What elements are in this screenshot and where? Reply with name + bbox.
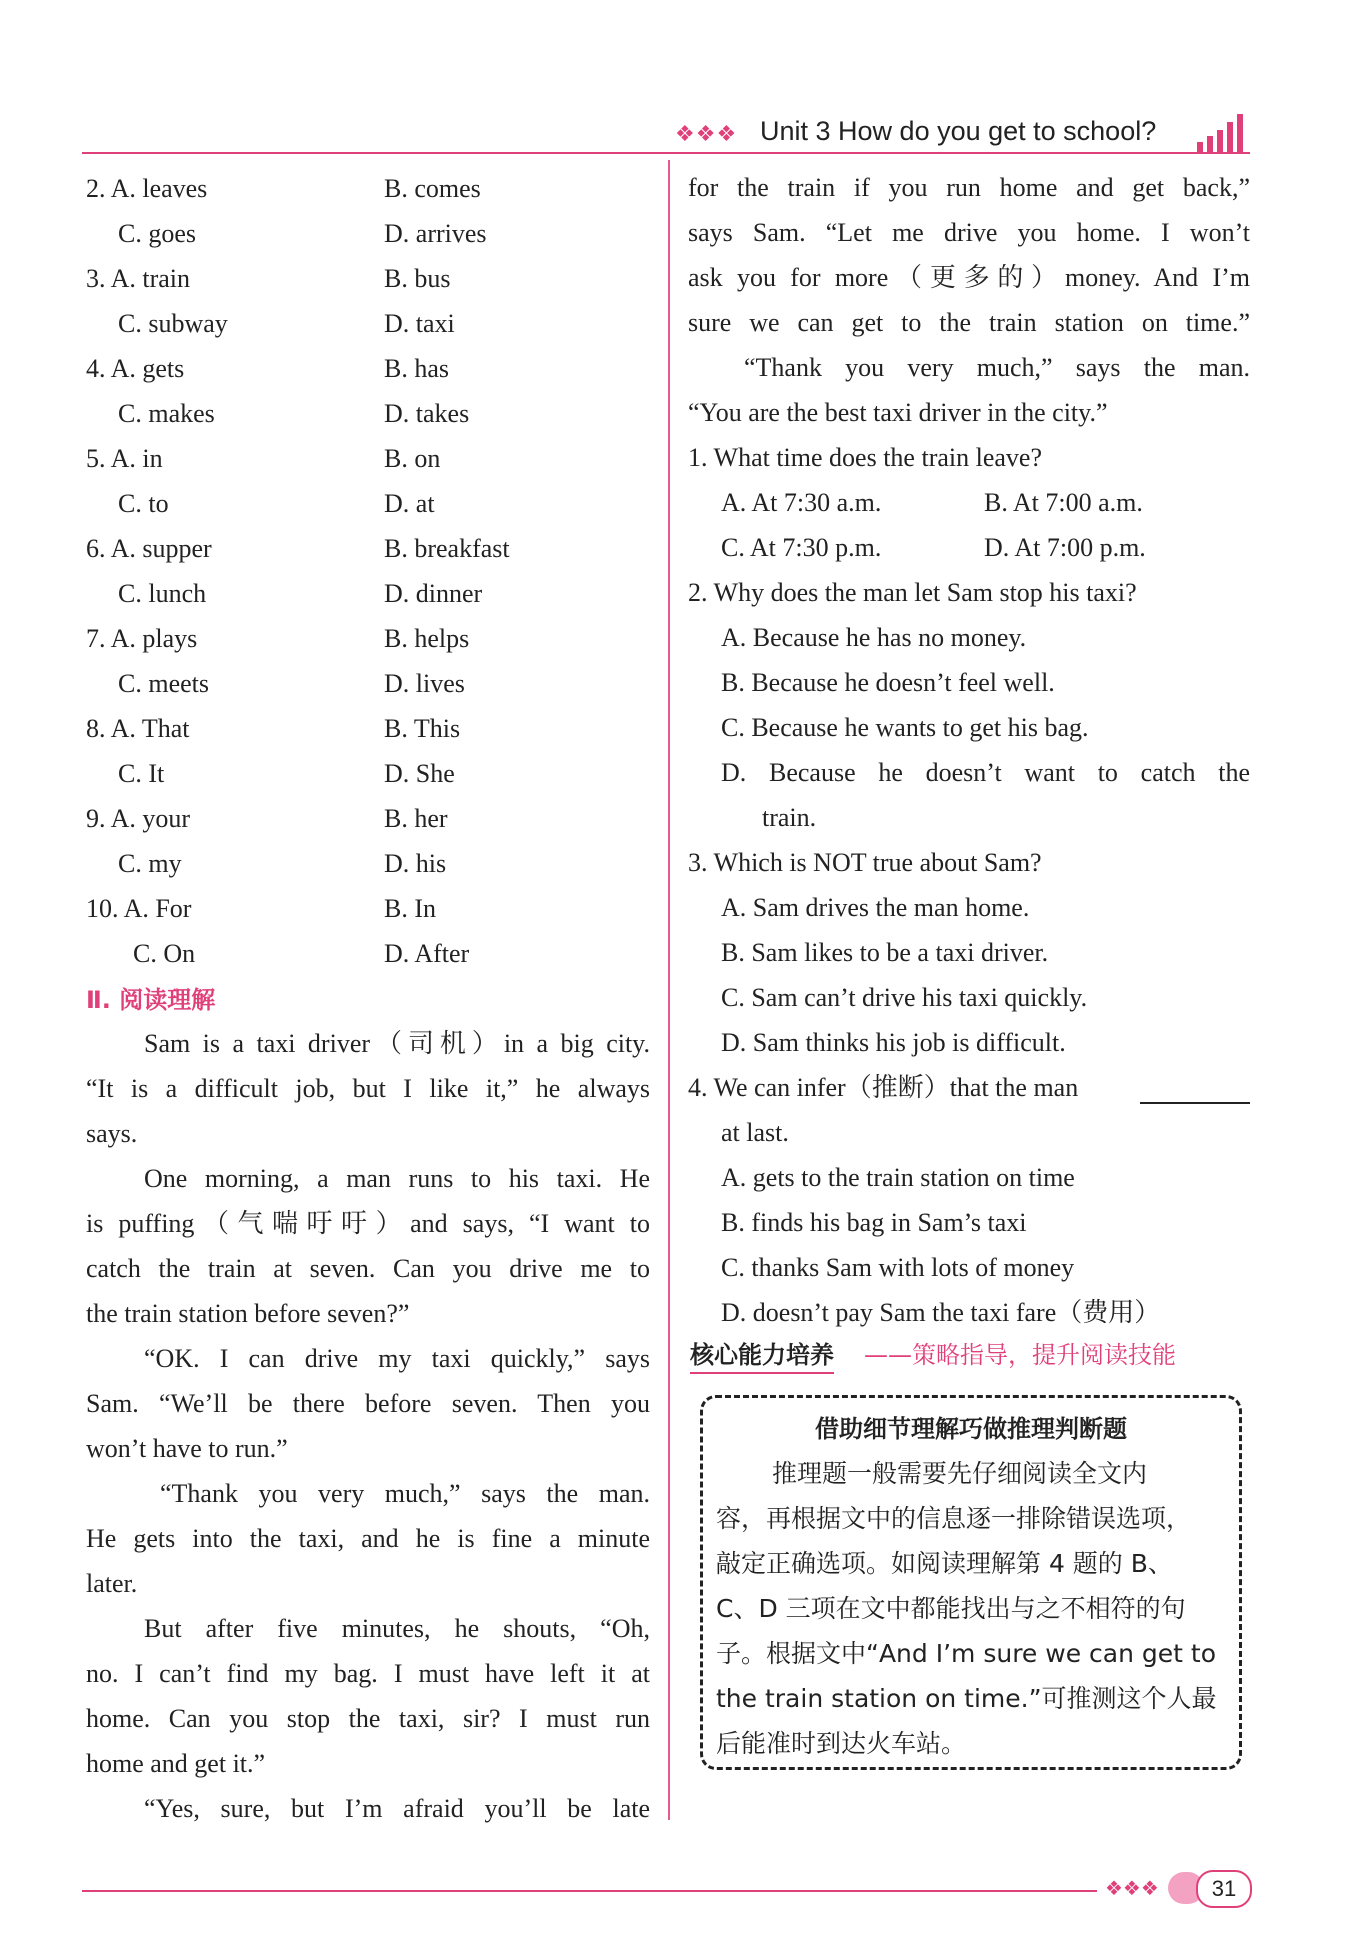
passage-line: “It is a difficult job, but I like it,” he always bbox=[86, 1074, 650, 1103]
passage-line: “Yes, sure, but I’m afraid you’ll be late bbox=[144, 1794, 650, 1823]
question-option: C. Sam can’t drive his taxi quickly. bbox=[721, 983, 1088, 1012]
passage-line: home and get it.” bbox=[86, 1749, 266, 1778]
question-stem: 1. What time does the train leave? bbox=[688, 443, 1042, 472]
option-line: 4. A. gets bbox=[86, 354, 185, 383]
question-option: train. bbox=[762, 803, 817, 832]
option-line: B. on bbox=[384, 444, 441, 473]
passage-line: But after five minutes, he shouts, “Oh, bbox=[144, 1614, 650, 1643]
footer-decoration-icon: ❖❖❖ bbox=[1105, 1876, 1159, 1900]
option-line: C. my bbox=[118, 849, 182, 878]
header-decoration-icon: ❖❖❖ bbox=[675, 122, 738, 147]
option-line: D. at bbox=[384, 489, 435, 518]
option-line: 3. A. train bbox=[86, 264, 190, 293]
passage-line: is puffing（气喘吁吁）and says, “I want to bbox=[86, 1209, 650, 1238]
option-line: D. After bbox=[384, 939, 470, 968]
passage-line: says Sam. “Let me drive you home. I won’t bbox=[688, 218, 1250, 247]
option-line: B. helps bbox=[384, 624, 470, 653]
option-line: B. This bbox=[384, 714, 461, 743]
question-option: C. At 7:30 p.m. bbox=[721, 533, 882, 562]
passage-line: “Thank you very much,” says the man. bbox=[744, 353, 1250, 382]
tip-line: 后能准时到达火车站。 bbox=[716, 1729, 967, 1758]
passage-line: catch the train at seven. Can you drive me to bbox=[86, 1254, 650, 1283]
passage-line: for the train if you run home and get back,” bbox=[688, 173, 1250, 202]
question-option: B. Sam likes to be a taxi driver. bbox=[721, 938, 1049, 967]
question-option: A. Sam drives the man home. bbox=[721, 893, 1030, 922]
passage-line: ask you for more（更多的）money. And I’m bbox=[688, 263, 1250, 292]
question-option: C. thanks Sam with lots of money bbox=[721, 1253, 1075, 1282]
passage-line: “Thank you very much,” says the man. bbox=[160, 1479, 650, 1508]
section-title: Ⅱ. 阅读理解 bbox=[86, 986, 216, 1014]
option-line: B. bus bbox=[384, 264, 451, 293]
option-line: C. makes bbox=[118, 399, 215, 428]
core-section-subtitle: ——策略指导，提升阅读技能 bbox=[864, 1341, 1176, 1369]
option-line: D. lives bbox=[384, 669, 465, 698]
passage-line: sure we can get to the train station on time.” bbox=[688, 308, 1250, 337]
option-line: C. meets bbox=[118, 669, 209, 698]
passage-line: He gets into the taxi, and he is fine a minute bbox=[86, 1524, 650, 1553]
tip-line: 子。根据文中“And I’m sure we can get to bbox=[716, 1639, 1216, 1668]
question-stem: at last. bbox=[721, 1118, 789, 1147]
passage-line: the train station before seven?” bbox=[86, 1299, 410, 1328]
passage-line: “OK. I can drive my taxi quickly,” says bbox=[144, 1344, 650, 1373]
question-option: B. At 7:00 a.m. bbox=[984, 488, 1143, 517]
question-option: A. gets to the train station on time bbox=[721, 1163, 1075, 1192]
option-line: D. She bbox=[384, 759, 455, 788]
passage-line: Sam. “We’ll be there before seven. Then you bbox=[86, 1389, 650, 1418]
option-line: D. arrives bbox=[384, 219, 487, 248]
option-line: 5. A. in bbox=[86, 444, 163, 473]
passage-line: home. Can you stop the taxi, sir? I must run bbox=[86, 1704, 650, 1733]
question-stem: 3. Which is NOT true about Sam? bbox=[688, 848, 1042, 877]
option-line: D. taxi bbox=[384, 309, 455, 338]
unit-title: Unit 3 How do you get to school? bbox=[760, 116, 1157, 146]
question-option: D. Sam thinks his job is difficult. bbox=[721, 1028, 1066, 1057]
option-line: D. his bbox=[384, 849, 447, 878]
passage-line: no. I can’t find my bag. I must have left it at bbox=[86, 1659, 650, 1688]
option-line: 8. A. That bbox=[86, 714, 190, 743]
answer-blank[interactable] bbox=[1140, 1102, 1250, 1104]
question-stem: 4. We can infer（推断）that the man bbox=[688, 1073, 1079, 1102]
tip-line: 敲定正确选项。如阅读理解第 4 题的 B、 bbox=[716, 1549, 1173, 1578]
column-divider bbox=[668, 160, 670, 1820]
question-option: D. At 7:00 p.m. bbox=[984, 533, 1146, 562]
option-line: B. has bbox=[384, 354, 449, 383]
question-option: C. Because he wants to get his bag. bbox=[721, 713, 1089, 742]
header-rule bbox=[82, 152, 1250, 154]
question-option: B. Because he doesn’t feel well. bbox=[721, 668, 1055, 697]
question-option: B. finds his bag in Sam’s taxi bbox=[721, 1208, 1027, 1237]
passage-line: Sam is a taxi driver（司机）in a big city. bbox=[144, 1029, 650, 1058]
option-line: C. subway bbox=[118, 309, 228, 338]
option-line: 6. A. supper bbox=[86, 534, 212, 563]
footer-rule bbox=[82, 1890, 1097, 1892]
option-line: B. comes bbox=[384, 174, 481, 203]
tip-line: C、D 三项在文中都能找出与之不相符的句 bbox=[716, 1594, 1186, 1623]
question-option: D. Because he doesn’t want to catch the bbox=[721, 758, 1250, 787]
tip-title: 借助细节理解巧做推理判断题 bbox=[815, 1415, 1127, 1443]
passage-line: One morning, a man runs to his taxi. He bbox=[144, 1164, 650, 1193]
core-section-title: 核心能力培养 bbox=[690, 1335, 834, 1374]
option-line: 2. A. leaves bbox=[86, 174, 208, 203]
passage-line: “You are the best taxi driver in the city.” bbox=[688, 398, 1108, 427]
question-stem: 2. Why does the man let Sam stop his taxi? bbox=[688, 578, 1137, 607]
tip-line: 容，再根据文中的信息逐一排除错误选项， bbox=[716, 1504, 1192, 1533]
passage-line: says. bbox=[86, 1119, 138, 1148]
option-line: D. dinner bbox=[384, 579, 483, 608]
tip-line: 推理题一般需要先仔细阅读全文内 bbox=[772, 1459, 1148, 1488]
tip-line: the train station on time.”可推测这个人最 bbox=[716, 1684, 1217, 1713]
option-line: D. takes bbox=[384, 399, 470, 428]
passage-line: later. bbox=[86, 1569, 138, 1598]
question-option: A. Because he has no money. bbox=[721, 623, 1027, 652]
option-line: B. In bbox=[384, 894, 436, 923]
option-line: B. her bbox=[384, 804, 448, 833]
page-number: 31 bbox=[1196, 1870, 1252, 1908]
option-line: 10. A. For bbox=[86, 894, 192, 923]
option-line: 9. A. your bbox=[86, 804, 190, 833]
option-line: C. to bbox=[118, 489, 169, 518]
signal-bars-icon bbox=[1195, 112, 1251, 154]
option-line: C. It bbox=[118, 759, 165, 788]
question-option: A. At 7:30 a.m. bbox=[721, 488, 882, 517]
passage-line: won’t have to run.” bbox=[86, 1434, 288, 1463]
option-line: 7. A. plays bbox=[86, 624, 198, 653]
option-line: B. breakfast bbox=[384, 534, 510, 563]
option-line: C. lunch bbox=[118, 579, 207, 608]
question-option: D. doesn’t pay Sam the taxi fare（费用） bbox=[721, 1298, 1161, 1327]
option-line: C. On bbox=[133, 939, 196, 968]
option-line: C. goes bbox=[118, 219, 196, 248]
